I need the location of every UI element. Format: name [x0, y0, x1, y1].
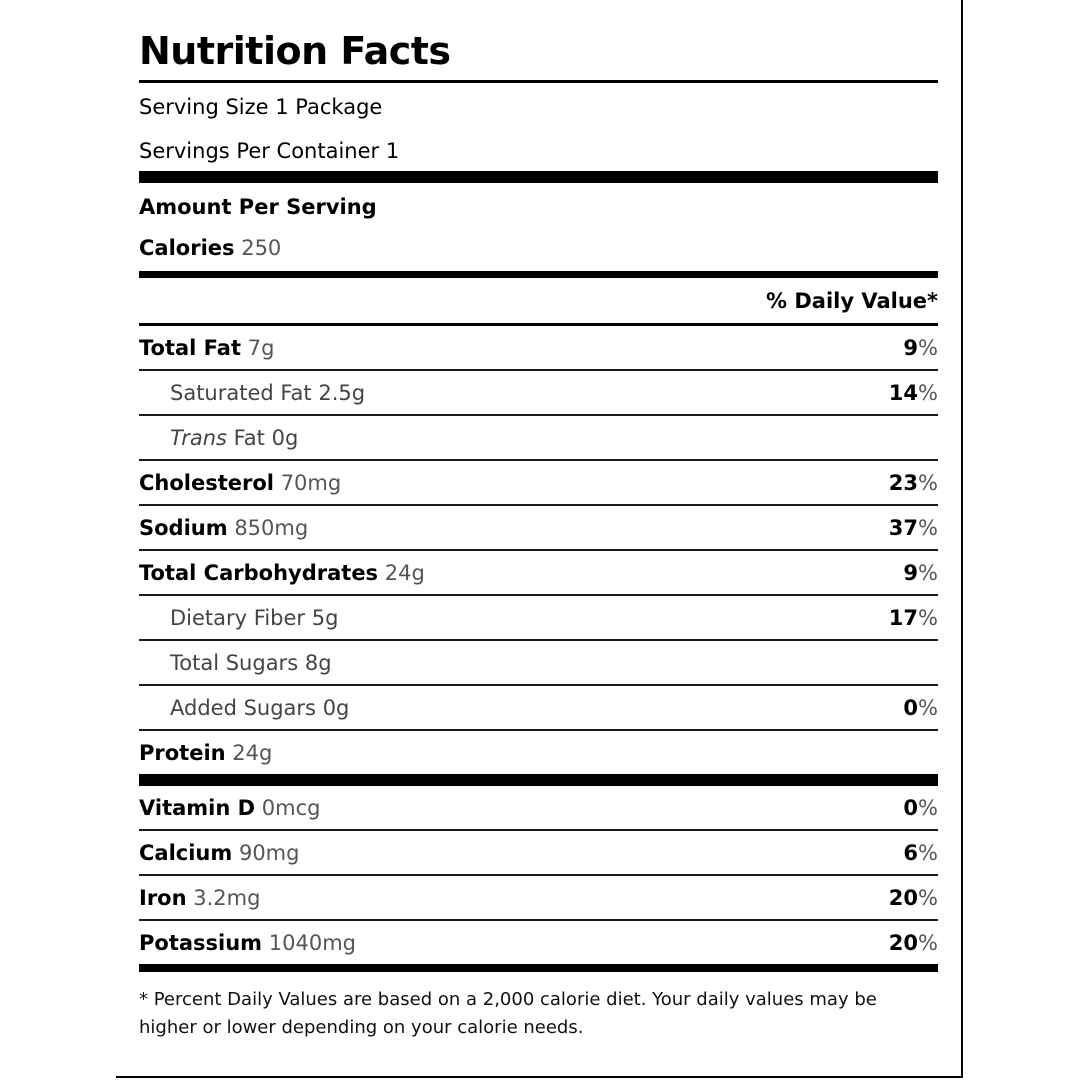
nutrient-name: Fat	[233, 425, 265, 450]
nutrient-row-protein	[139, 731, 938, 774]
thick-divider	[139, 774, 938, 786]
nutrient-row-saturated-fat	[170, 371, 938, 414]
medium-divider	[139, 271, 938, 278]
nutrient-amount: 8g	[304, 650, 332, 675]
daily-value-header: % Daily Value*	[766, 288, 938, 313]
amount-per-serving: Amount Per Serving	[139, 195, 377, 219]
vitamin-row-vitamin-d	[139, 786, 938, 829]
nutrient-name: Added Sugars	[170, 695, 316, 720]
percent-sign: %	[918, 515, 938, 540]
nutrient-label	[139, 741, 272, 765]
nutrient-name: Dietary Fiber	[170, 605, 306, 630]
nutrient-label	[170, 606, 338, 630]
calories-text	[139, 236, 281, 260]
percent-sign: %	[918, 930, 938, 955]
nutrient-daily-value	[889, 516, 938, 540]
sub-nutrient-group	[170, 641, 938, 684]
nutrient-daily-value	[903, 561, 938, 585]
nutrient-label	[139, 796, 320, 820]
serving-size: Serving Size 1 Package	[139, 95, 383, 119]
nutrient-label	[139, 336, 274, 360]
nutrient-name: Total Fat	[139, 335, 242, 360]
nutrient-name-italic: Trans	[170, 425, 227, 450]
percent-sign: %	[918, 795, 938, 820]
nutrient-daily-value	[903, 696, 938, 720]
nutrient-amount: 0g	[322, 695, 350, 720]
nutrient-amount: 7g	[247, 335, 275, 360]
nutrient-name: Calcium	[139, 840, 233, 865]
nutrient-amount: 90mg	[238, 840, 300, 865]
nutrient-label	[139, 931, 356, 955]
nutrient-row-cholesterol	[139, 461, 938, 504]
nutrient-amount: 2.5g	[318, 380, 366, 405]
percent-sign: %	[918, 380, 938, 405]
nutrient-label	[170, 381, 365, 405]
nutrient-daily-value	[889, 471, 938, 495]
nutrient-label	[170, 651, 332, 675]
nutrient-row-added-sugars	[170, 686, 938, 729]
footer-divider	[139, 964, 938, 972]
nutrient-label	[139, 841, 299, 865]
nutrition-label	[139, 0, 938, 1042]
nutrient-amount: 5g	[311, 605, 339, 630]
nutrient-name: Iron	[139, 885, 187, 910]
percent-sign: %	[918, 470, 938, 495]
nutrient-amount: 3.2mg	[193, 885, 261, 910]
nutrient-name: Cholesterol	[139, 470, 274, 495]
percent-sign: %	[918, 335, 938, 360]
servings-per-container: Servings Per Container 1	[139, 139, 400, 163]
dv-number: 6	[903, 840, 919, 865]
percent-sign: %	[918, 605, 938, 630]
nutrient-row-dietary-fiber	[170, 596, 938, 639]
nutrient-amount: 24g	[384, 560, 425, 585]
dv-number: 17	[888, 605, 919, 630]
vitamin-row-calcium	[139, 831, 938, 874]
label-title: Nutrition Facts	[139, 29, 451, 73]
nutrient-label	[139, 886, 260, 910]
nutrient-amount: 0g	[271, 425, 299, 450]
nutrient-daily-value	[889, 886, 938, 910]
dv-number: 23	[888, 470, 919, 495]
nutrient-row-total-carbohydrates	[139, 551, 938, 594]
nutrient-label	[170, 696, 349, 720]
daily-value-footnote: * Percent Daily Values are based on a 2,000 calorie diet. Your daily values may be higher or lower depending on your calorie needs.	[139, 989, 877, 1038]
dv-number: 0	[903, 795, 919, 820]
nutrient-daily-value	[903, 336, 938, 360]
nutrient-amount: 1040mg	[268, 930, 356, 955]
sub-nutrient-group	[170, 596, 938, 639]
dv-number: 9	[903, 335, 919, 360]
nutrient-amount: 0mcg	[261, 795, 321, 820]
percent-sign: %	[918, 695, 938, 720]
nutrient-row-total-sugars	[170, 641, 938, 684]
percent-sign: %	[918, 885, 938, 910]
nutrient-row-sodium	[139, 506, 938, 549]
nutrient-daily-value	[889, 381, 938, 405]
calories-label: Calories	[139, 236, 235, 260]
vitamin-row-iron	[139, 876, 938, 919]
calories-value: 250	[241, 236, 282, 260]
nutrient-amount: 70mg	[280, 470, 342, 495]
nutrient-label	[139, 561, 425, 585]
thick-divider	[139, 171, 938, 183]
nutrient-name: Potassium	[139, 930, 263, 955]
nutrient-label	[139, 471, 341, 495]
nutrient-row-trans-fat	[170, 416, 938, 459]
frame-right-border	[961, 0, 963, 1078]
nutrient-label	[139, 516, 308, 540]
dv-number: 20	[888, 885, 919, 910]
nutrient-name: Total Sugars	[170, 650, 299, 675]
nutrient-row-total-fat	[139, 326, 938, 369]
dv-number: 9	[903, 560, 919, 585]
sub-nutrient-group	[170, 371, 938, 414]
nutrient-amount: 850mg	[234, 515, 309, 540]
dv-number: 0	[903, 695, 919, 720]
nutrient-name: Total Carbohydrates	[139, 560, 379, 585]
dv-number: 37	[888, 515, 919, 540]
nutrient-daily-value	[903, 841, 938, 865]
nutrient-name: Sodium	[139, 515, 228, 540]
sub-nutrient-group	[170, 416, 938, 459]
nutrient-daily-value	[903, 796, 938, 820]
nutrient-name: Saturated Fat	[170, 380, 312, 405]
nutrient-amount: 24g	[232, 740, 273, 765]
percent-sign: %	[918, 560, 938, 585]
nutrient-name: Vitamin D	[139, 795, 256, 820]
percent-sign: %	[918, 840, 938, 865]
dv-number: 14	[888, 380, 919, 405]
calories-row	[139, 227, 938, 271]
nutrient-daily-value	[889, 606, 938, 630]
vitamin-row-potassium	[139, 921, 938, 964]
frame-bottom-border	[116, 1076, 963, 1078]
sub-nutrient-group	[170, 686, 938, 729]
nutrient-label	[170, 426, 298, 450]
nutrient-name: Protein	[139, 740, 226, 765]
nutrient-daily-value	[889, 931, 938, 955]
dv-number: 20	[888, 930, 919, 955]
